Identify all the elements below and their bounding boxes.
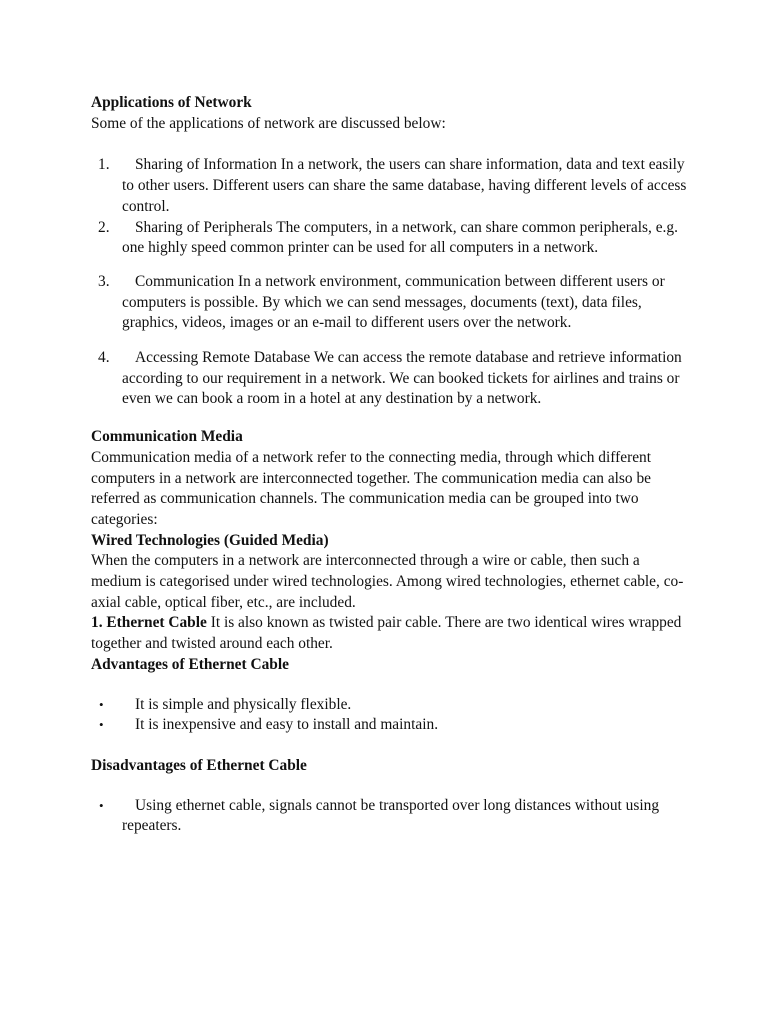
list-item	[91, 272, 691, 334]
list-item	[91, 796, 691, 837]
ethernet-cable-paragraph	[91, 613, 691, 654]
list-item	[91, 715, 691, 736]
advantages-list	[91, 695, 691, 736]
bullet-icon: •	[99, 696, 104, 712]
ethernet-cable-lead: 1. Ethernet Cable	[91, 614, 207, 632]
list-number: 4.	[98, 349, 110, 367]
list-item-text: It is inexpensive and easy to install and maintain.	[135, 716, 439, 734]
wired-technologies-heading: Wired Technologies (Guided Media)	[91, 531, 329, 549]
list-item-text: Sharing of Peripherals The computers, in a network, can share common peripherals, e.g. one highly speed common printer can be used for all computers in a network.	[122, 218, 678, 257]
bullet-icon: •	[99, 797, 104, 813]
list-number: 1.	[98, 156, 110, 174]
applications-intro: Some of the applications of network are discussed below:	[91, 114, 446, 132]
list-number: 3.	[98, 272, 110, 290]
list-item-text: Using ethernet cable, signals cannot be transported over long distances without using repeaters.	[122, 796, 660, 835]
disadvantages-heading: Disadvantages of Ethernet Cable	[91, 756, 307, 774]
applications-list	[91, 155, 691, 410]
list-item-text: It is simple and physically flexible.	[135, 695, 352, 713]
ethernet-cable-text: It is also known as twisted pair cable. There are two identical wires wrapped together and twisted around each other.	[91, 614, 682, 653]
list-item	[91, 695, 691, 716]
bullet-icon: •	[99, 717, 104, 733]
list-number: 2.	[98, 218, 110, 236]
list-item	[91, 218, 691, 259]
disadvantages-list	[91, 796, 691, 837]
communication-media-heading: Communication Media	[91, 428, 243, 446]
document-page	[91, 93, 691, 837]
list-item	[91, 155, 691, 217]
applications-heading: Applications of Network	[91, 94, 252, 111]
wired-technologies-paragraph: When the computers in a network are interconnected through a wire or cable, then such a medium is categorised under wired technologies. Among wired technologies, ethernet cable, co-axial cable, optical fiber, etc., are included.	[91, 552, 684, 611]
list-item	[91, 348, 691, 410]
communication-media-paragraph: Communication media of a network refer to the connecting media, through which different computers in a network are interconnected together. The communication media can also be referred as communication channels. The communication media can be grouped into two categories:	[91, 448, 652, 528]
list-item-text: Sharing of Information In a network, the users can share information, data and text easily to other users. Different users can share the same database, having different levels of access control.	[122, 156, 687, 215]
list-item-text: Accessing Remote Database We can access the remote database and retrieve information according to our requirement in a network. We can booked tickets for airlines and trains or even we can book a room in a hotel at any destination by a network.	[122, 349, 682, 408]
list-item-text: Communication In a network environment, communication between different users or computers is possible. By which we can send messages, documents (text), data files, graphics, videos, images or an e-mail to different users over the network.	[122, 272, 665, 332]
advantages-heading: Advantages of Ethernet Cable	[91, 655, 289, 673]
